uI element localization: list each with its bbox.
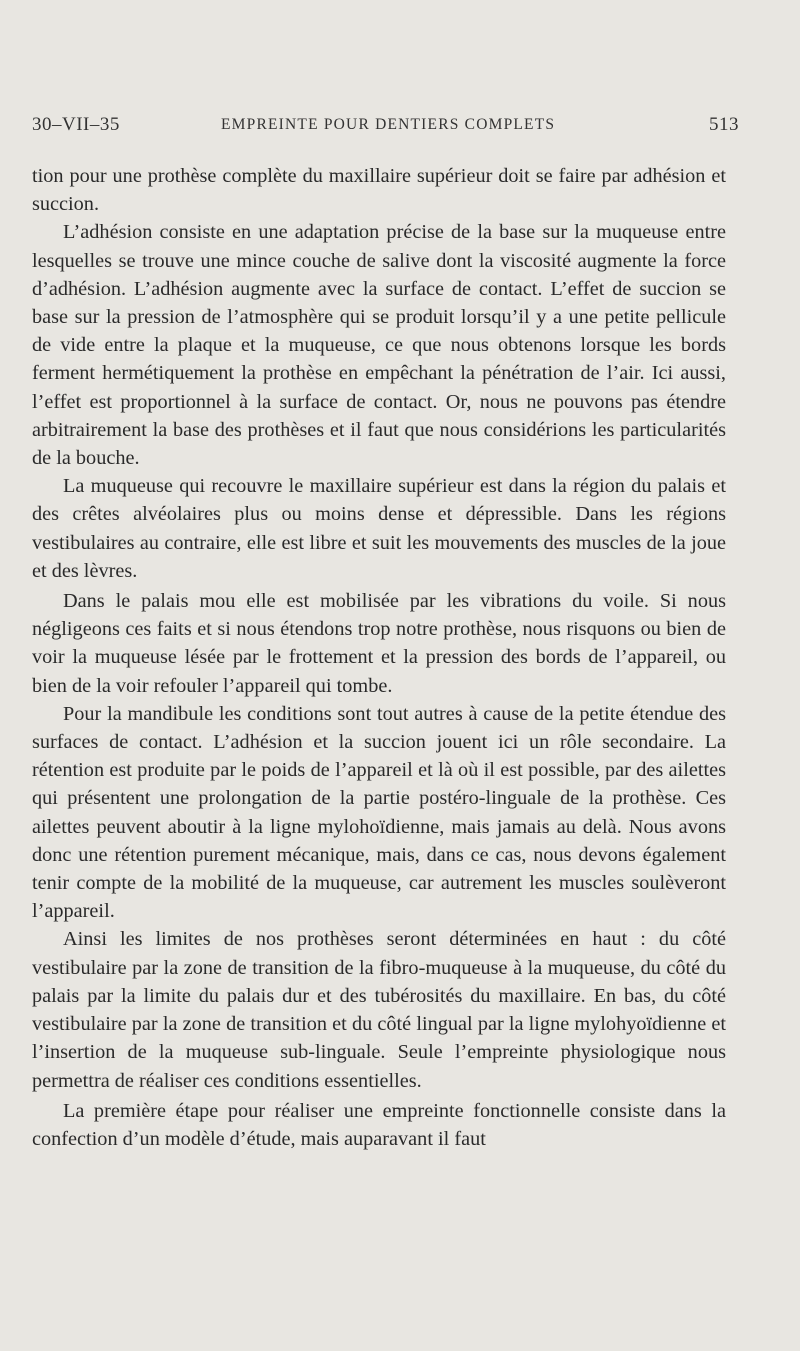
paragraph-premiere-etape: La première étape pour réaliser une empreinte fonctionnelle consiste dans la confection d’un modèle d’étude, mais auparavant il faut <box>32 1099 726 1150</box>
paragraph-limites: Ainsi les limites de nos prothèses seront déterminées en haut : du côté vestibulaire par la zone de transition de la fibro-muqueuse à la muqueuse, du côté du palais par la limite du palais dur et des tubérosités du maxillaire. En bas, du côté vestibulaire par la zone de transition et du côté lingual par la ligne mylohyoïdienne et l’insertion de la muqueuse sub-linguale. Seule l’empreinte physiologique nous permettra de réaliser ces conditions essentielles. <box>32 928 726 1092</box>
running-title: EMPREINTE POUR DENTIERS COMPLETS <box>221 116 556 133</box>
paragraph-continuation: tion pour une prothèse complète du maxillaire supérieur doit se faire par adhésion et succion. <box>32 165 726 216</box>
paragraph-muqueuse-maxillaire: La muqueuse qui recouvre le maxillaire supérieur est dans la région du palais et des crêtes alvéolaires plus ou moins dense et dépressible. Dans les régions vestibulaires au contraire, elle est libre et suit les mouvements des muscles de la joue et des lèvres. <box>32 475 726 582</box>
header-date: 30–VII–35 <box>32 114 120 135</box>
page-number: 513 <box>709 114 739 135</box>
paragraph-mandibule: Pour la mandibule les conditions sont tout autres à cause de la petite étendue des surfaces de contact. L’adhésion et la succion jouent ici un rôle secondaire. La rétention est produite par le poids de l’appareil et là où il est possible, par des ailettes qui présentent une prolongation de la partie postéro-linguale de la prothèse. Ces ailettes peuvent aboutir à la ligne mylohoïdienne, mais jamais au delà. Nous avons donc une rétention purement mécanique, mais, dans ce cas, nous devons également tenir compte de la mobilité de la muqueuse, car autrement les muscles soulèveront l’appareil. <box>32 702 726 923</box>
paragraph-palais-mou: Dans le palais mou elle est mobilisée par les vibrations du voile. Si nous négligeons ces faits et si nous étendons trop notre prothèse, nous risquons ou bien de voir la muqueuse lésée par le frottement et la pression des bords de l’appareil, ou bien de la voir refouler l’appareil qui tombe. <box>32 590 726 697</box>
paragraph-adhesion: L’adhésion consiste en une adaptation précise de la base sur la muqueuse entre lesquelles se trouve une mince couche de salive dont la viscosité augmente la force d’adhésion. L’adhésion augmente avec la surface de contact. L’effet de succion se base sur la pression de l’atmosphère qui se produit lorsqu’il y a une petite pellicule de vide entre la plaque et la muqueuse, ce que nous obtenons lorsque les bords ferment hermétiquement la prothèse en empêchant la pénétration de l’air. Ici aussi, l’effet est proportionnel à la surface de contact. Or, nous ne pouvons pas étendre arbitrairement la base des prothèses et il faut que nous considérions les particularités de la bouche. <box>32 221 726 470</box>
body-text <box>32 162 726 1153</box>
running-header <box>32 114 739 146</box>
